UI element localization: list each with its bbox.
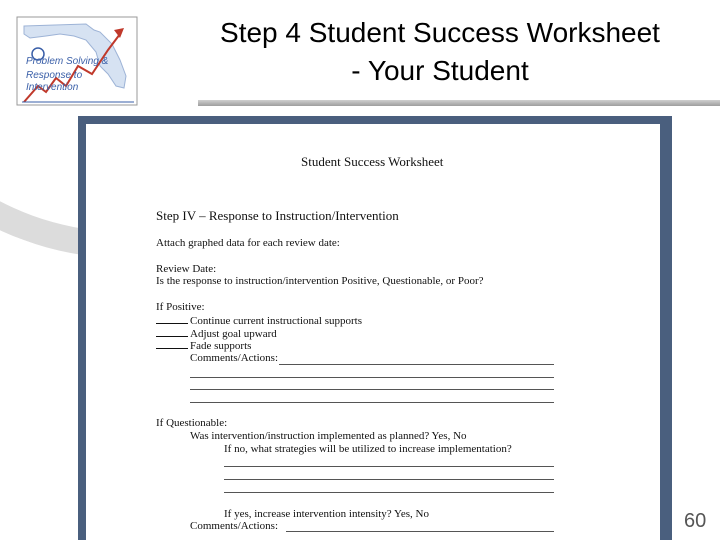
logo-text-line2: Response to Intervention (26, 70, 83, 93)
worksheet-title: Student Success Worksheet (301, 154, 444, 169)
positive-option (156, 339, 251, 352)
slide-title-line1: Step 4 Student Success Worksheet (220, 17, 660, 48)
positive-option-label: Fade supports (190, 340, 252, 352)
answer-line (286, 531, 554, 532)
answer-line (279, 364, 554, 365)
positive-option (156, 314, 362, 327)
slide-title-line2: - Your Student (351, 55, 529, 86)
review-date-label: Review Date: (156, 263, 217, 275)
if-yes-question: If yes, increase intervention intensity? Yes, No (224, 508, 429, 520)
attach-text: Attach graphed data for each review date: (156, 237, 340, 249)
positive-option-label: Adjust goal upward (190, 328, 277, 340)
answer-line (190, 377, 554, 378)
comments-actions-label-2: Comments/Actions: (190, 520, 278, 532)
logo (16, 16, 138, 106)
slide-title (170, 14, 710, 90)
answer-line (190, 402, 554, 403)
answer-line (224, 466, 554, 467)
step-heading: Step IV – Response to Instruction/Intervention (156, 208, 399, 223)
answer-line (224, 479, 554, 480)
response-question: Is the response to instruction/intervention Positive, Questionable, or Poor? (156, 275, 484, 287)
answer-line (224, 492, 554, 493)
logo-text-line1: Problem Solving & (26, 56, 109, 67)
worksheet-page (86, 124, 660, 544)
answer-line (190, 389, 554, 390)
page-number: 60 (684, 510, 707, 532)
comments-actions-label: Comments/Actions: (190, 352, 278, 364)
implemented-question: Was intervention/instruction implemented as planned? Yes, No (190, 430, 467, 442)
if-no-question: If no, what strategies will be utilized to increase implementation? (224, 443, 512, 455)
title-underline (198, 100, 720, 106)
worksheet-image-frame (78, 116, 672, 540)
positive-option-label: Continue current instructional supports (190, 315, 362, 327)
if-questionable-label: If Questionable: (156, 417, 228, 429)
if-positive-label: If Positive: (156, 301, 205, 313)
